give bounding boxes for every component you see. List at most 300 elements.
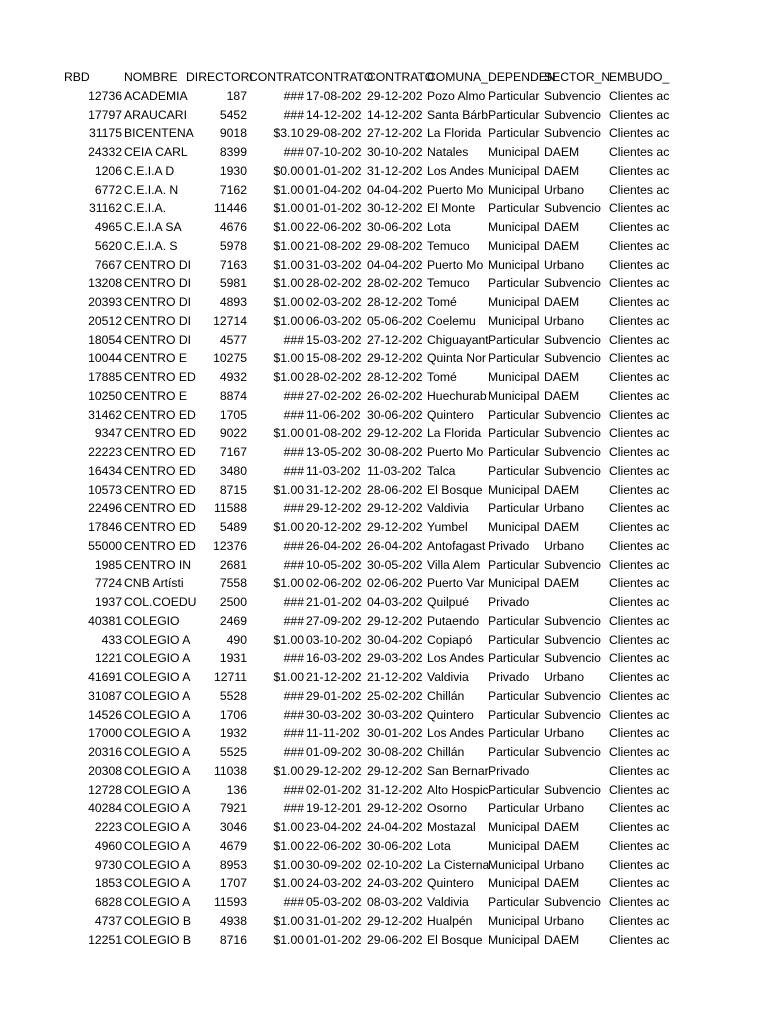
table-row — [0, 931, 768, 950]
cell-embudo: Clientes ac — [609, 445, 670, 459]
cell-dependencia: Particular — [488, 501, 540, 516]
cell-director: 4577 — [219, 332, 247, 347]
table-row — [0, 331, 768, 350]
cell-director: 4938 — [219, 913, 247, 928]
cell-contrato-fin: 30-05-202 — [367, 557, 423, 572]
cell-comuna: San Bernar — [427, 763, 489, 778]
cell-sector: DAEM — [544, 576, 580, 591]
cell-rbd: 24332 — [88, 145, 122, 159]
cell-contrat: $1.00 — [273, 201, 304, 216]
cell-director: 7167 — [219, 445, 247, 459]
cell-contrat: ### — [283, 107, 304, 122]
cell-contrato-fin: 28-12-202 — [367, 295, 423, 309]
cell-contrato-fin: 30-03-202 — [367, 707, 423, 722]
cell-director: 2681 — [219, 557, 247, 572]
cell-director: 8716 — [219, 932, 247, 947]
cell-rbd: 9347 — [94, 426, 122, 441]
cell-comuna: La Florida — [427, 126, 482, 141]
cell-rbd: 7724 — [94, 576, 122, 591]
cell-contrat: ### — [283, 613, 304, 628]
cell-comuna: Tomé — [427, 370, 457, 384]
cell-nombre: CENTRO ED — [124, 482, 196, 497]
table-row — [0, 312, 768, 331]
cell-contrato-fin: 05-06-202 — [367, 313, 423, 328]
cell-sector: Subvencio — [544, 126, 601, 141]
cell-comuna: Chillán — [427, 745, 465, 759]
cell-director: 2500 — [219, 595, 247, 609]
cell-contrato-inicio: 28-02-202 — [306, 276, 362, 291]
cell-embudo: Clientes ac — [609, 276, 670, 291]
cell-comuna: Lota — [427, 220, 451, 234]
cell-comuna: Chiguayant — [427, 332, 489, 347]
cell-contrato-fin: 29-03-202 — [367, 651, 423, 666]
header-dependencia: DEPENDEN — [488, 70, 556, 84]
cell-sector: Subvencio — [544, 332, 601, 347]
cell-contrat: $1.00 — [273, 876, 304, 891]
cell-contrato-fin: 24-04-202 — [367, 820, 423, 834]
cell-embudo: Clientes ac — [609, 820, 670, 834]
cell-contrato-inicio: 24-03-202 — [306, 876, 362, 891]
cell-dependencia: Particular — [488, 632, 540, 647]
table-row — [0, 781, 768, 800]
cell-rbd: 17000 — [88, 726, 122, 741]
cell-sector: DAEM — [544, 388, 580, 403]
cell-comuna: El Monte — [427, 201, 476, 216]
cell-contrato-inicio: 01-01-202 — [306, 163, 362, 178]
cell-contrato-inicio: 20-12-202 — [306, 520, 362, 534]
cell-nombre: C.E.I.A. N — [124, 182, 179, 197]
cell-comuna: Alto Hospic — [427, 782, 489, 797]
cell-director: 4676 — [219, 220, 247, 234]
cell-dependencia: Privado — [488, 763, 530, 778]
cell-sector: DAEM — [544, 820, 580, 834]
cell-contrato-inicio: 23-04-202 — [306, 820, 362, 834]
cell-nombre: CENTRO ED — [124, 426, 196, 441]
cell-contrat: ### — [283, 538, 304, 553]
cell-sector: Subvencio — [544, 201, 601, 216]
cell-sector: DAEM — [544, 238, 580, 253]
table-row — [0, 537, 768, 556]
cell-director: 1705 — [219, 407, 247, 422]
cell-dependencia: Particular — [488, 688, 540, 703]
cell-contrato-fin: 25-02-202 — [367, 688, 423, 703]
cell-rbd: 55000 — [88, 538, 122, 553]
cell-embudo: Clientes ac — [609, 88, 670, 103]
cell-contrat: ### — [283, 707, 304, 722]
cell-contrato-fin: 30-10-202 — [367, 145, 423, 159]
cell-sector: Subvencio — [544, 557, 601, 572]
cell-comuna: Quilpué — [427, 595, 470, 609]
cell-sector: Subvencio — [544, 688, 601, 703]
cell-sector: Subvencio — [544, 407, 601, 422]
cell-rbd: 12728 — [88, 782, 122, 797]
cell-director: 7558 — [219, 576, 247, 591]
cell-sector: Urbano — [544, 182, 584, 197]
cell-dependencia: Particular — [488, 201, 540, 216]
cell-dependencia: Municipal — [488, 370, 540, 384]
cell-contrat: $1.00 — [273, 838, 304, 853]
cell-sector: Urbano — [544, 801, 584, 816]
cell-contrat: $1.00 — [273, 932, 304, 947]
cell-dependencia: Particular — [488, 745, 540, 759]
cell-comuna: Lota — [427, 838, 451, 853]
cell-nombre: COLEGIO A — [124, 838, 191, 853]
cell-dependencia: Municipal — [488, 857, 540, 872]
cell-contrat: $1.00 — [273, 520, 304, 534]
cell-dependencia: Particular — [488, 782, 540, 797]
cell-dependencia: Particular — [488, 463, 540, 478]
cell-rbd: 14526 — [88, 707, 122, 722]
cell-nombre: COLEGIO — [124, 613, 180, 628]
cell-sector: DAEM — [544, 932, 580, 947]
cell-dependencia: Particular — [488, 332, 540, 347]
cell-contrato-inicio: 28-02-202 — [306, 370, 362, 384]
cell-contrato-inicio: 17-08-202 — [306, 88, 362, 103]
table-row — [0, 856, 768, 875]
cell-nombre: COLEGIO B — [124, 932, 192, 947]
header-contrato-inicio: CONTRATO — [306, 70, 374, 84]
cell-contrato-fin: 30-06-202 — [367, 407, 423, 422]
cell-sector: Subvencio — [544, 632, 601, 647]
cell-director: 5978 — [219, 238, 247, 253]
cell-director: 3480 — [219, 463, 247, 478]
cell-contrato-fin: 29-12-202 — [367, 351, 423, 366]
cell-contrato-inicio: 31-12-202 — [306, 482, 362, 497]
cell-sector: Subvencio — [544, 782, 601, 797]
cell-contrat: $1.00 — [273, 857, 304, 872]
cell-rbd: 17846 — [88, 520, 122, 534]
cell-comuna: Natales — [427, 145, 469, 159]
cell-comuna: Talca — [427, 463, 456, 478]
cell-embudo: Clientes ac — [609, 538, 670, 553]
cell-contrat: ### — [283, 595, 304, 609]
cell-comuna: Quintero — [427, 407, 474, 422]
cell-director: 1706 — [219, 707, 247, 722]
cell-nombre: CENTRO E — [124, 351, 187, 366]
cell-dependencia: Municipal — [488, 238, 540, 253]
table-row — [0, 706, 768, 725]
header-embudo: EMBUDO_ — [609, 70, 670, 84]
cell-director: 3046 — [219, 820, 247, 834]
cell-contrato-fin: 31-12-202 — [367, 782, 423, 797]
cell-comuna: Antofagast — [427, 538, 486, 553]
cell-comuna: Valdivia — [427, 501, 469, 516]
cell-nombre: COLEGIO A — [124, 670, 191, 684]
cell-dependencia: Municipal — [488, 145, 540, 159]
cell-nombre: CENTRO ED — [124, 407, 196, 422]
cell-embudo: Clientes ac — [609, 501, 670, 516]
cell-comuna: Quintero — [427, 707, 474, 722]
cell-rbd: 40381 — [88, 613, 122, 628]
cell-embudo: Clientes ac — [609, 651, 670, 666]
cell-contrato-inicio: 27-09-202 — [306, 613, 362, 628]
cell-contrato-fin: 30-06-202 — [367, 220, 423, 234]
cell-contrato-fin: 29-06-202 — [367, 932, 423, 947]
cell-nombre: COLEGIO A — [124, 745, 191, 759]
cell-nombre: CENTRO DI — [124, 332, 192, 347]
table-row — [0, 124, 768, 143]
cell-director: 9018 — [219, 126, 247, 141]
cell-director: 490 — [226, 632, 247, 647]
cell-contrato-inicio: 30-09-202 — [306, 857, 362, 872]
cell-contrat: ### — [283, 88, 304, 103]
cell-nombre: COLEGIO A — [124, 763, 191, 778]
cell-contrat: ### — [283, 801, 304, 816]
cell-contrato-fin: 27-12-202 — [367, 126, 423, 141]
table-row — [0, 743, 768, 762]
cell-contrato-inicio: 15-03-202 — [306, 332, 362, 347]
cell-director: 1930 — [219, 163, 247, 178]
table-row — [0, 837, 768, 856]
cell-sector: Urbano — [544, 501, 584, 516]
cell-director: 11446 — [214, 201, 247, 216]
table-row — [0, 181, 768, 200]
cell-comuna: Hualpén — [427, 913, 473, 928]
cell-dependencia: Particular — [488, 126, 540, 141]
header-nombre: NOMBRE — [124, 70, 178, 84]
cell-dependencia: Particular — [488, 707, 540, 722]
cell-contrat: ### — [283, 895, 304, 909]
cell-dependencia: Municipal — [488, 876, 540, 891]
cell-embudo: Clientes ac — [609, 126, 670, 141]
cell-embudo: Clientes ac — [609, 351, 670, 366]
cell-director: 2469 — [219, 613, 247, 628]
cell-contrato-fin: 30-12-202 — [367, 201, 423, 216]
table-row — [0, 687, 768, 706]
cell-contrato-fin: 29-08-202 — [367, 238, 423, 253]
cell-contrat: $1.00 — [273, 763, 304, 778]
cell-comuna: Puerto Mo — [427, 445, 484, 459]
table-row — [0, 462, 768, 481]
cell-sector: Subvencio — [544, 276, 601, 291]
cell-dependencia: Particular — [488, 107, 540, 122]
cell-sector: Subvencio — [544, 707, 601, 722]
cell-contrato-fin: 04-04-202 — [367, 182, 423, 197]
cell-contrato-inicio: 21-08-202 — [306, 238, 362, 253]
cell-embudo: Clientes ac — [609, 201, 670, 216]
cell-dependencia: Municipal — [488, 932, 540, 947]
cell-contrat: $1.00 — [273, 913, 304, 928]
cell-comuna: Los Andes — [427, 651, 484, 666]
cell-rbd: 2223 — [94, 820, 122, 834]
cell-contrato-inicio: 01-04-202 — [306, 182, 362, 197]
cell-embudo: Clientes ac — [609, 913, 670, 928]
cell-dependencia: Particular — [488, 613, 540, 628]
cell-rbd: 5620 — [94, 238, 122, 253]
cell-contrato-inicio: 29-08-202 — [306, 126, 362, 141]
cell-director: 187 — [226, 88, 247, 103]
cell-contrato-inicio: 01-08-202 — [306, 426, 362, 441]
cell-embudo: Clientes ac — [609, 632, 670, 647]
cell-director: 12376 — [213, 538, 247, 553]
cell-comuna: Copiapó — [427, 632, 473, 647]
cell-sector: DAEM — [544, 838, 580, 853]
cell-comuna: Temuco — [427, 276, 470, 291]
cell-comuna: Huechurab — [427, 388, 487, 403]
cell-nombre: COLEGIO A — [124, 651, 191, 666]
cell-nombre: COLEGIO A — [124, 876, 191, 891]
cell-contrato-inicio: 05-03-202 — [306, 895, 362, 909]
cell-contrato-fin: 30-04-202 — [367, 632, 423, 647]
cell-embudo: Clientes ac — [609, 613, 670, 628]
cell-nombre: COLEGIO A — [124, 820, 191, 834]
table-row — [0, 87, 768, 106]
cell-contrat: ### — [283, 407, 304, 422]
cell-nombre: ARAUCARI — [124, 107, 187, 122]
cell-contrato-fin: 26-04-202 — [367, 538, 423, 553]
cell-contrato-inicio: 31-01-202 — [306, 913, 362, 928]
cell-embudo: Clientes ac — [609, 163, 670, 178]
table-row — [0, 218, 768, 237]
cell-nombre: CENTRO DI — [124, 295, 192, 309]
cell-contrato-inicio: 02-03-202 — [306, 295, 362, 309]
cell-contrato-inicio: 22-06-202 — [306, 220, 362, 234]
cell-contrat: ### — [283, 557, 304, 572]
cell-director: 4932 — [219, 370, 247, 384]
cell-contrat: ### — [283, 445, 304, 459]
cell-contrato-fin: 04-03-202 — [367, 595, 423, 609]
cell-embudo: Clientes ac — [609, 388, 670, 403]
cell-contrato-fin: 14-12-202 — [367, 107, 423, 122]
cell-nombre: COLEGIO A — [124, 707, 191, 722]
cell-embudo: Clientes ac — [609, 407, 670, 422]
cell-contrato-inicio: 07-10-202 — [306, 145, 362, 159]
table-row — [0, 387, 768, 406]
cell-nombre: COLEGIO A — [124, 726, 191, 741]
cell-sector: Subvencio — [544, 426, 601, 441]
cell-sector: Urbano — [544, 857, 584, 872]
cell-contrato-fin: 29-12-202 — [367, 763, 423, 778]
header-contrat: CONTRAT — [249, 70, 307, 84]
cell-sector: DAEM — [544, 163, 580, 178]
cell-sector: DAEM — [544, 876, 580, 891]
cell-contrato-fin: 28-12-202 — [367, 370, 423, 384]
cell-comuna: La Cisterna — [427, 857, 490, 872]
cell-embudo: Clientes ac — [609, 745, 670, 759]
cell-embudo: Clientes ac — [609, 463, 670, 478]
cell-nombre: CENTRO DI — [124, 276, 192, 291]
cell-comuna: Puerto Var — [427, 576, 485, 591]
cell-comuna: Quinta Nor — [427, 351, 486, 366]
cell-rbd: 31175 — [89, 126, 122, 141]
cell-embudo: Clientes ac — [609, 220, 670, 234]
cell-rbd: 40284 — [88, 801, 122, 816]
cell-sector: Subvencio — [544, 88, 601, 103]
cell-rbd: 10573 — [88, 482, 122, 497]
cell-contrato-fin: 26-02-202 — [367, 388, 423, 403]
cell-director: 5981 — [219, 276, 247, 291]
cell-director: 8399 — [219, 145, 247, 159]
cell-comuna: Santa Bárb — [427, 107, 488, 122]
cell-director: 1932 — [219, 726, 247, 741]
cell-embudo: Clientes ac — [609, 576, 670, 591]
cell-contrato-fin: 28-06-202 — [367, 482, 423, 497]
cell-nombre: CENTRO DI — [124, 257, 192, 272]
cell-contrato-fin: 02-10-202 — [367, 857, 423, 872]
cell-rbd: 4965 — [94, 220, 122, 234]
cell-dependencia: Municipal — [488, 220, 540, 234]
cell-sector: DAEM — [544, 370, 580, 384]
table-row — [0, 349, 768, 368]
cell-rbd: 1937 — [94, 595, 122, 609]
cell-sector: Subvencio — [544, 107, 601, 122]
cell-director: 7163 — [219, 257, 247, 272]
cell-contrato-fin: 27-12-202 — [367, 332, 423, 347]
cell-dependencia: Particular — [488, 557, 540, 572]
cell-contrato-fin: 29-12-202 — [367, 501, 423, 516]
cell-contrato-fin: 29-12-202 — [367, 520, 423, 534]
cell-rbd: 20308 — [88, 763, 122, 778]
table-row — [0, 274, 768, 293]
cell-nombre: COLEGIO A — [124, 632, 191, 647]
cell-comuna: Temuco — [427, 238, 470, 253]
cell-comuna: Puerto Mo — [427, 182, 484, 197]
cell-embudo: Clientes ac — [609, 426, 670, 441]
cell-sector: Urbano — [544, 538, 584, 553]
cell-nombre: CENTRO E — [124, 388, 187, 403]
cell-embudo: Clientes ac — [609, 520, 670, 534]
cell-director: 7921 — [219, 801, 247, 816]
cell-dependencia: Municipal — [488, 520, 540, 534]
cell-dependencia: Municipal — [488, 295, 540, 309]
cell-contrat: $1.00 — [273, 576, 304, 591]
cell-dependencia: Particular — [488, 726, 540, 741]
cell-dependencia: Municipal — [488, 913, 540, 928]
cell-rbd: 22496 — [88, 501, 122, 516]
table-row — [0, 893, 768, 912]
cell-rbd: 1985 — [94, 557, 122, 572]
cell-director: 7162 — [219, 182, 247, 197]
cell-nombre: BICENTENA — [124, 126, 194, 141]
cell-rbd: 31162 — [89, 201, 122, 216]
cell-contrato-inicio: 11-11-202 — [306, 726, 360, 741]
cell-rbd: 17885 — [88, 370, 122, 384]
cell-rbd: 1853 — [94, 876, 122, 891]
cell-dependencia: Particular — [488, 651, 540, 666]
cell-nombre: COLEGIO A — [124, 801, 191, 816]
cell-contrat: $1.00 — [273, 670, 304, 684]
cell-contrat: $3.10 — [273, 126, 304, 141]
cell-contrato-inicio: 11-03-202 — [306, 463, 361, 478]
cell-comuna: Coelemu — [427, 313, 476, 328]
cell-dependencia: Privado — [488, 595, 530, 609]
table-row — [0, 518, 768, 537]
cell-embudo: Clientes ac — [609, 670, 670, 684]
cell-contrat: $1.00 — [273, 220, 304, 234]
cell-contrat: ### — [283, 726, 304, 741]
table-row — [0, 631, 768, 650]
cell-dependencia: Particular — [488, 351, 540, 366]
cell-embudo: Clientes ac — [609, 688, 670, 703]
cell-nombre: CENTRO ED — [124, 463, 196, 478]
table-row — [0, 424, 768, 443]
cell-embudo: Clientes ac — [609, 801, 670, 816]
cell-comuna: Tomé — [427, 295, 457, 309]
cell-contrato-fin: 29-12-202 — [367, 88, 423, 103]
cell-dependencia: Municipal — [488, 163, 540, 178]
cell-nombre: COLEGIO A — [124, 782, 191, 797]
cell-sector: DAEM — [544, 482, 580, 497]
cell-dependencia: Particular — [488, 407, 540, 422]
cell-director: 11588 — [214, 501, 247, 516]
cell-embudo: Clientes ac — [609, 932, 670, 947]
cell-rbd: 20316 — [88, 745, 122, 759]
cell-contrat: $1.00 — [273, 820, 304, 834]
cell-rbd: 10044 — [88, 351, 122, 366]
cell-embudo: Clientes ac — [609, 838, 670, 853]
cell-contrato-inicio: 01-01-202 — [306, 201, 362, 216]
cell-rbd: 17797 — [88, 107, 122, 122]
